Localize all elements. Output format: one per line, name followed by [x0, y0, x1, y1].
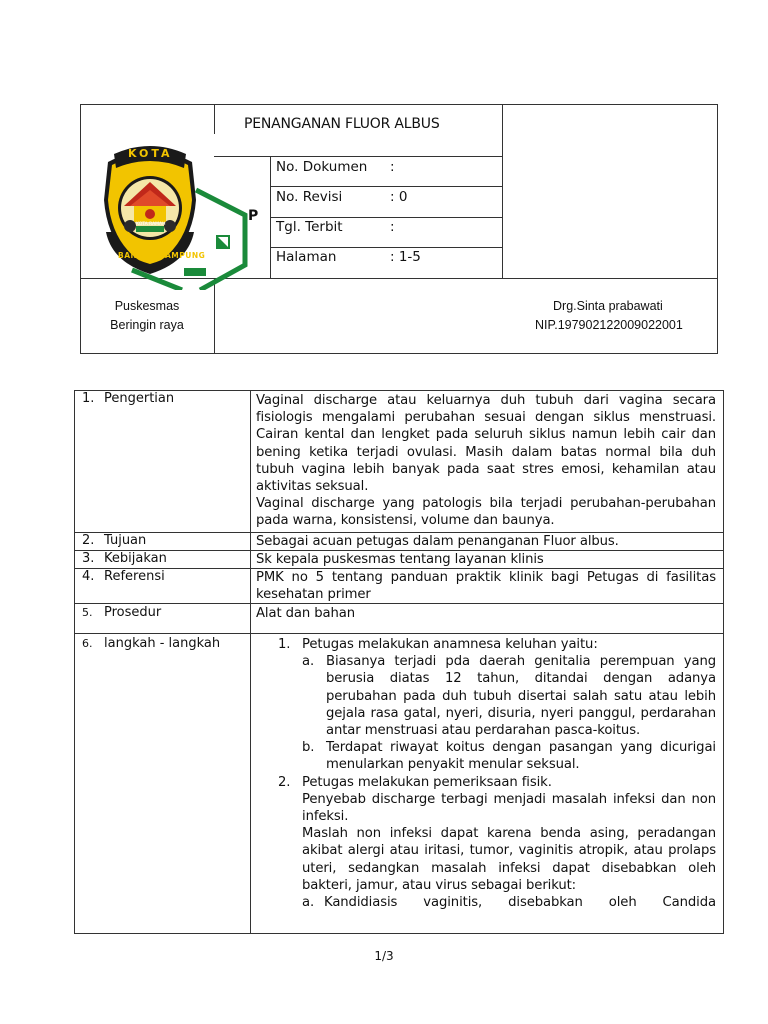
tujuan-content: Sebagai acuan petugas dalam penanganan Fluor albus.: [256, 534, 619, 549]
row-label-tujuan: 2. Tujuan: [82, 533, 147, 548]
row-label-pengertian: 1. Pengertian: [82, 391, 175, 406]
kebijakan-content: Sk kepala puskesmas tentang layanan klinis: [256, 552, 544, 567]
step-2-paragraph-2: Maslah non infeksi dapat karena benda asing, peradangan akibat alergi atau iritasi, tumor, vaginitis atropik, atau prolaps uteri, sedangkan masalah infeksi dapat disebabkan oleh bakteri, jamur, atau virus sebagai berikut:: [302, 826, 716, 893]
row-label-langkah: 6. langkah - langkah: [82, 636, 221, 651]
page-number: 1/3: [374, 949, 394, 963]
row-label-prosedur: 5. Prosedur: [82, 605, 162, 620]
langkah-content: [256, 636, 716, 911]
field-label-tgl-terbit: Tgl. Terbit: [276, 219, 343, 235]
step-2-paragraph-1: Penyebab discharge terbagi menjadi masalah infeksi dan non infeksi.: [302, 791, 716, 825]
pengertian-content: [256, 392, 716, 530]
field-value-halaman: : 1-5: [390, 249, 421, 265]
row-label-kebijakan: 3. Kebijakan: [82, 551, 167, 566]
bandar-lampung-crest-icon: [100, 140, 260, 290]
signer-nip: NIP.197902122009022001: [535, 318, 683, 332]
step-1: 1. Petugas melakukan anamnesa keluhan yaitu:: [278, 637, 598, 652]
step-1b: b. Terdapat riwayat koitus dengan pasangan yang dicurigai menularkan penyakit menular seksual.: [302, 740, 716, 773]
field-label-no-revisi: No. Revisi: [276, 189, 343, 205]
step-1a: a. Biasanya terjadi pda daerah genitalia perempuan yang berusia diatas 12 tahun, ditandai dengan adanya perubahan pada duh tubuh disertai salah satu atau lebih gejala rasa gatal, nyeri, disuria, nyeri panggul, perdarahan antar menstruasi atau perdarahan pasca-koitus.: [302, 654, 716, 739]
signer-name: Drg.Sinta prabawati: [553, 299, 663, 313]
step-2: 2. Petugas melakukan pemeriksaan fisik.: [278, 774, 552, 790]
field-label-halaman: Halaman: [276, 249, 337, 265]
logo-text-bottom: BANDAR LAMPUNG: [118, 251, 206, 260]
field-value-no-revisi: : 0: [390, 189, 408, 205]
referensi-content: PMK no 5 tentang panduan praktik klinik bagi Petugas di fasilitas kesehatan primer: [256, 570, 716, 603]
row-label-referensi: 4. Referensi: [82, 569, 165, 584]
city-logo: [100, 140, 260, 290]
org-name-line2: Beringin raya: [110, 318, 184, 332]
logo-text-top: KOTA: [128, 147, 173, 160]
pengertian-paragraph-2: Vaginal discharge yang patologis bila terjadi perubahan-perubahan pada warna, konsistensi, volume dan baunya.: [256, 496, 716, 529]
step-2a: a. Kandidiasis vaginitis, disebabkan oleh Candida: [302, 895, 716, 911]
logo-text-small: KOTA RAMAH: [136, 222, 166, 227]
logo-p-letter: P: [248, 208, 259, 224]
field-value-no-dokumen: :: [390, 159, 395, 175]
prosedur-content: Alat dan bahan: [256, 606, 355, 621]
document-title: PENANGANAN FLUOR ALBUS: [244, 116, 440, 132]
field-value-tgl-terbit: :: [390, 219, 395, 235]
field-label-no-dokumen: No. Dokumen: [276, 159, 368, 175]
org-name-line1: Puskesmas: [114, 299, 180, 313]
pengertian-paragraph-1: Vaginal discharge atau keluarnya duh tubuh dari vagina secara fisiologis mengalami perubahan sesuai dengan siklus menstruasi. Cairan kental dan lengket pada seluruh siklus namun lebih cair dan bening ketika terjadi ovulasi. Masih dalam batas normal bila duh tubuh vagina lebih banyak pada saat stres emosi, kehamilan atau aktivitas seksual.: [256, 393, 716, 495]
